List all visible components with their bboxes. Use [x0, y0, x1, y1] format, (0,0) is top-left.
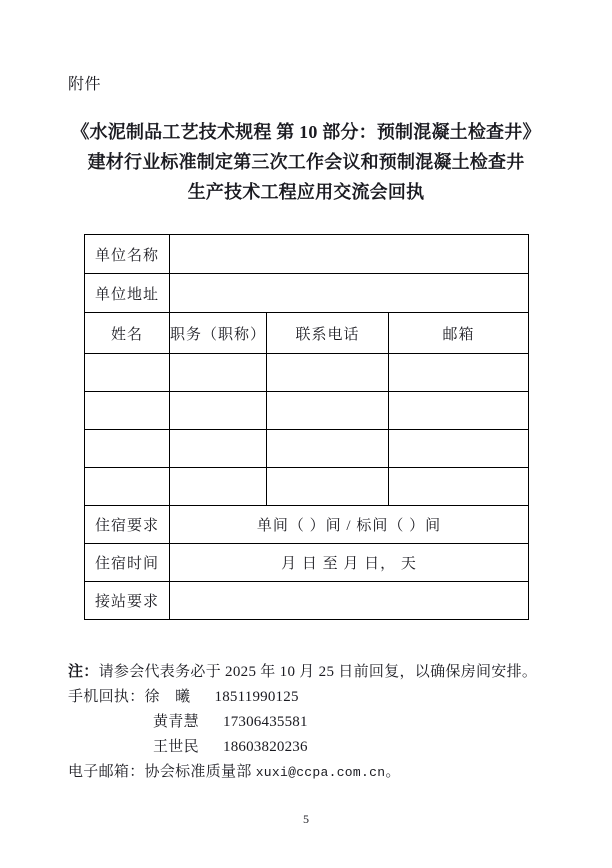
page-title: [50, 117, 562, 207]
entry-phone-field[interactable]: [267, 468, 389, 506]
column-header-phone: 联系电话: [267, 313, 389, 354]
entry-phone-field[interactable]: [267, 392, 389, 430]
contact-name: 徐 曦: [144, 689, 191, 705]
entry-email-field[interactable]: [389, 468, 529, 506]
footer-notes: [68, 660, 548, 785]
unit-address-field[interactable]: [170, 274, 529, 313]
entry-name-field[interactable]: [85, 430, 170, 468]
email-department: 协会标准质量部: [144, 764, 252, 780]
table-row: [85, 430, 529, 468]
entry-position-field[interactable]: [170, 468, 267, 506]
table-row-accommodation-time: [85, 544, 529, 582]
entry-position-field[interactable]: [170, 392, 267, 430]
table-row-headers: [85, 313, 529, 354]
entry-name-field[interactable]: [85, 392, 170, 430]
table-row-pickup-requirement: [85, 582, 529, 620]
column-header-position: 职务（职称）: [170, 313, 267, 354]
contact-phone: 18511990125: [214, 689, 299, 705]
email-label: 电子邮箱：: [68, 764, 145, 780]
contact-name: 黄青慧: [153, 714, 199, 730]
contact-line-3: [68, 735, 548, 760]
entry-position-field[interactable]: [170, 354, 267, 392]
contact-name: 王世民: [153, 739, 199, 755]
email-suffix: 。: [385, 764, 401, 780]
accommodation-time-label: 住宿时间: [85, 544, 170, 582]
column-header-email: 邮箱: [389, 313, 529, 354]
accommodation-time-field[interactable]: 月 日 至 月 日， 天: [170, 544, 529, 582]
unit-name-label: 单位名称: [85, 235, 170, 274]
contact-phone: 17306435581: [223, 714, 308, 730]
note-deadline: [68, 660, 548, 685]
entry-name-field[interactable]: [85, 354, 170, 392]
contact-line-2: [68, 710, 548, 735]
table-row-accommodation-requirement: [85, 506, 529, 544]
title-line-1: 《水泥制品工艺技术规程 第 10 部分：预制混凝土检查井》: [71, 122, 541, 142]
contact-line-1: [68, 685, 548, 710]
entry-name-field[interactable]: [85, 468, 170, 506]
table-row-unit-name: [85, 235, 529, 274]
entry-email-field[interactable]: [389, 430, 529, 468]
table-row: [85, 468, 529, 506]
accommodation-requirement-label: 住宿要求: [85, 506, 170, 544]
email-line: [68, 760, 548, 785]
pickup-requirement-field[interactable]: [170, 582, 529, 620]
attachment-label: 附件: [68, 76, 102, 93]
note-prefix: 注：: [68, 664, 99, 680]
email-address[interactable]: xuxi@ccpa.com.cn: [255, 765, 386, 780]
registration-form-table: [84, 234, 529, 620]
note-text: 请参会代表务必于 2025 年 10 月 25 日前回复，以确保房间安排。: [98, 664, 538, 680]
entry-phone-field[interactable]: [267, 430, 389, 468]
phone-receipt-label: 手机回执：: [68, 689, 145, 705]
unit-address-label: 单位地址: [85, 274, 170, 313]
entry-email-field[interactable]: [389, 354, 529, 392]
entry-position-field[interactable]: [170, 430, 267, 468]
table-row: [85, 354, 529, 392]
entry-phone-field[interactable]: [267, 354, 389, 392]
accommodation-requirement-field[interactable]: 单间（ ）间 / 标间（ ）间: [170, 506, 529, 544]
contact-phone: 18603820236: [223, 739, 308, 755]
page-number: 5: [303, 812, 309, 826]
unit-name-field[interactable]: [170, 235, 529, 274]
title-line-2: 建材行业标准制定第三次工作会议和预制混凝土检查井: [87, 152, 525, 172]
column-header-name: 姓名: [85, 313, 170, 354]
table-row-unit-address: [85, 274, 529, 313]
title-line-3: 生产技术工程应用交流会回执: [187, 182, 425, 202]
pickup-requirement-label: 接站要求: [85, 582, 170, 620]
table-row: [85, 392, 529, 430]
entry-email-field[interactable]: [389, 392, 529, 430]
